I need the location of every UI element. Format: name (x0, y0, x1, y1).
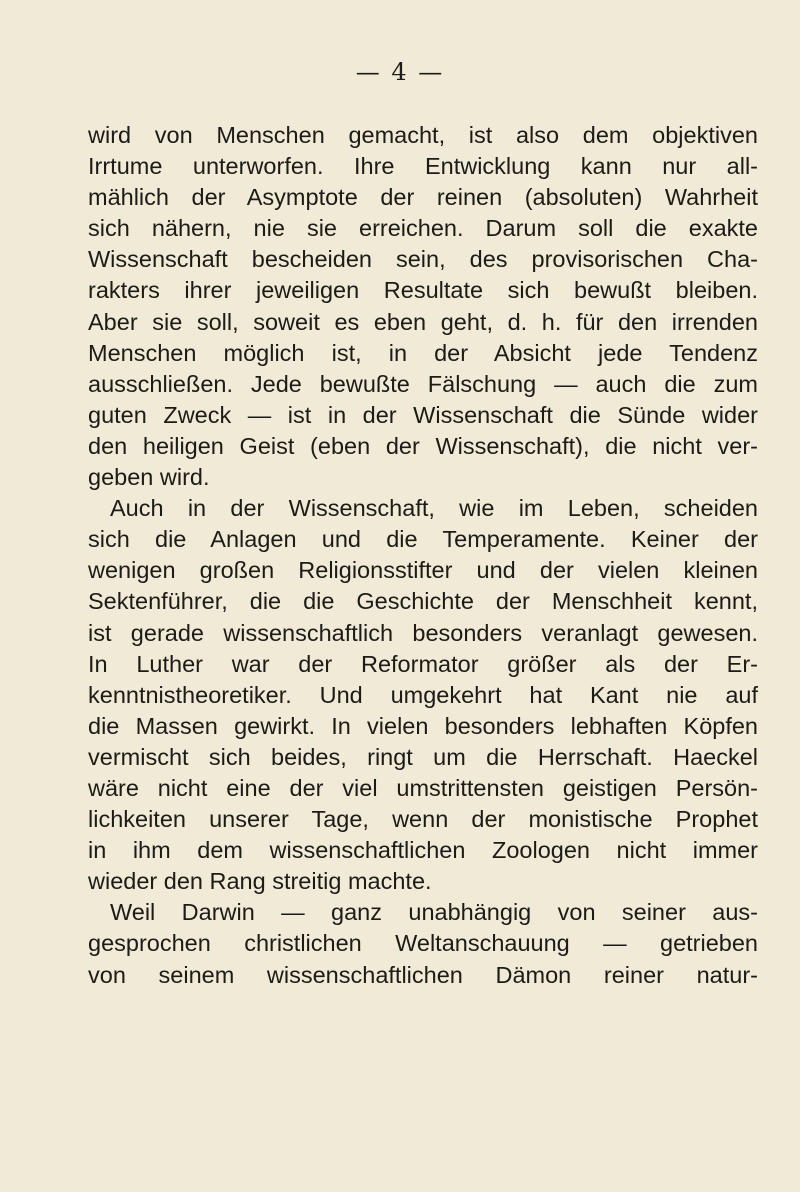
body-text (88, 120, 758, 991)
text-line: rakters ihrer jeweiligen Resultate sich bewußt bleiben. (88, 277, 758, 304)
text-line: Irrtume unterworfen. Ihre Entwicklung kann nur all- (88, 153, 758, 180)
text-line: sich die Anlagen und die Temperamente. Keiner der (88, 526, 758, 553)
text-line: wird von Menschen gemacht, ist also dem objektiven (88, 122, 758, 148)
text-line: In Luther war der Reformator größer als der Er- (88, 650, 758, 677)
text-line: gesprochen christlichen Weltanschauung — getrieben (88, 930, 758, 957)
text-line: Wissenschaft bescheiden sein, des provisorischen Cha- (88, 246, 758, 273)
text-line: Sektenführer, die die Geschichte der Menschheit kennt, (88, 588, 758, 615)
text-line: wieder den Rang streitig machte. (88, 868, 432, 895)
text-line: geben wird. (88, 464, 210, 491)
text-line: die Massen gewirkt. In vielen besonders lebhaften Köpfen (88, 712, 758, 739)
page-number: — 4 — (355, 58, 445, 86)
text-line: ausschließen. Jede bewußte Fälschung — auch die zum (88, 370, 758, 397)
text-line: Aber sie soll, soweit es eben geht, d. h. für den irrenden (88, 308, 758, 335)
text-line: kenntnistheoretiker. Und umgekehrt hat Kant nie auf (88, 681, 758, 708)
text-line: den heiligen Geist (eben der Wissenschaft), die nicht ver- (88, 432, 758, 459)
text-line: in ihm dem wissenschaftlichen Zoologen nicht immer (88, 837, 758, 864)
text-line: Auch in der Wissenschaft, wie im Leben, scheiden (110, 495, 758, 522)
text-line: ist gerade wissenschaftlich besonders veranlagt gewesen. (88, 619, 758, 646)
text-line: sich nähern, nie sie erreichen. Darum soll die exakte (88, 215, 758, 242)
text-line: lichkeiten unserer Tage, wenn der monistische Prophet (88, 806, 758, 833)
text-line: guten Zweck — ist in der Wissenschaft die Sünde wider (88, 401, 758, 428)
text-line: von seinem wissenschaftlichen Dämon reiner natur- (88, 961, 758, 988)
text-line: wenigen großen Religionsstifter und der vielen kleinen (88, 557, 758, 584)
text-line: Menschen möglich ist, in der Absicht jede Tendenz (88, 339, 758, 366)
text-line: Weil Darwin — ganz unabhängig von seiner aus- (110, 899, 758, 926)
text-line: mählich der Asymptote der reinen (absoluten) Wahrheit (88, 184, 758, 211)
text-line: wäre nicht eine der viel umstrittensten geistigen Persön- (88, 774, 758, 801)
text-line: vermischt sich beides, ringt um die Herrschaft. Haeckel (88, 743, 758, 770)
